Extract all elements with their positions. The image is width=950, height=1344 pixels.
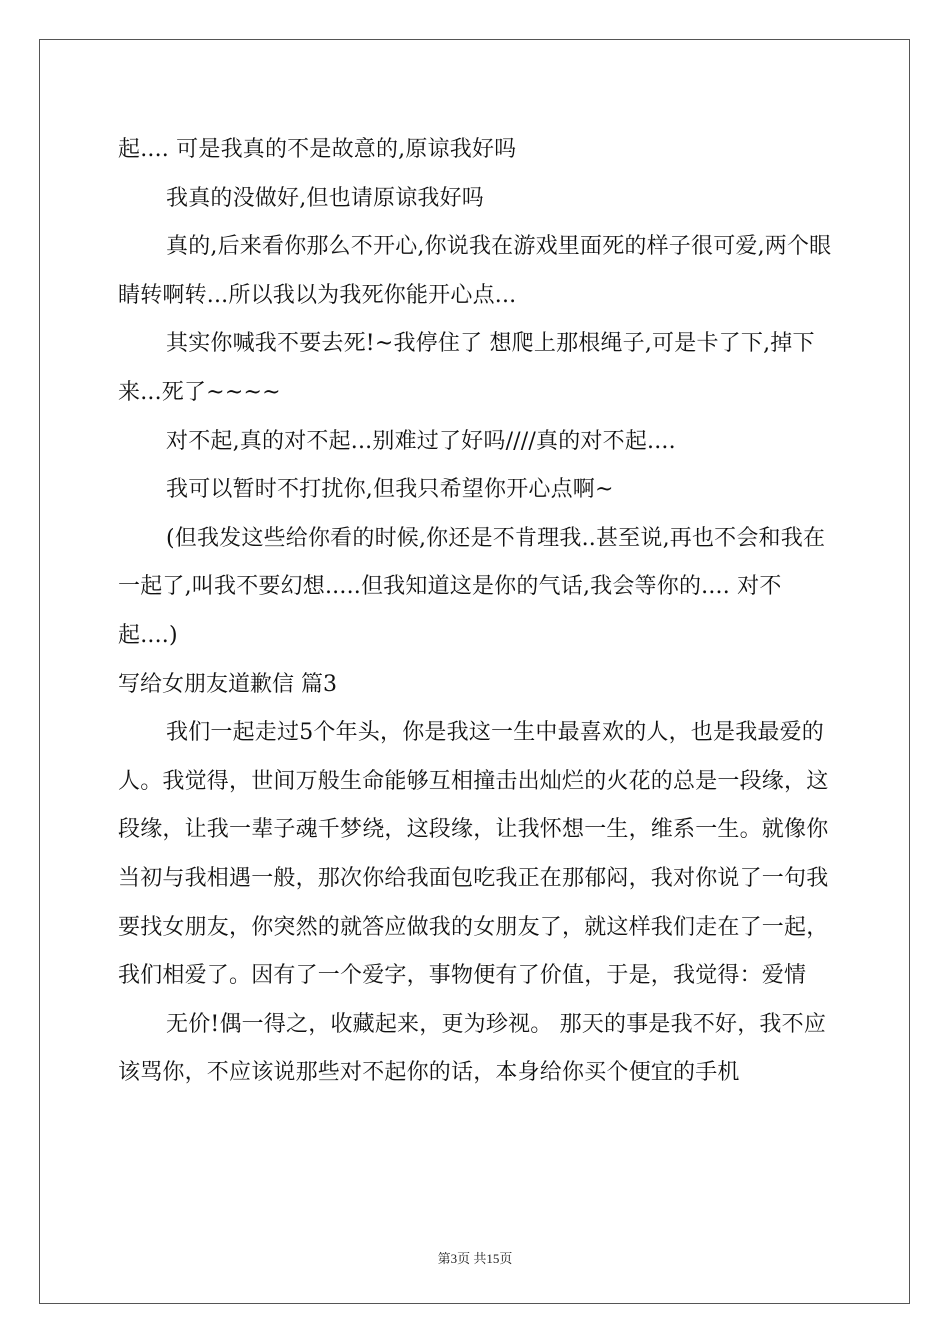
page-footer: 第3页 共15页: [437, 1251, 513, 1266]
paragraph-2: 我真的没做好,但也请原谅我好吗: [166, 185, 484, 211]
section-paragraph-2: 无价!偶一得之，收藏起来，更为珍视。 那天的事是我不好，我不应该骂你，不应该说那些对不起你的话，本身给你买个便宜的手机: [118, 1011, 827, 1086]
section-heading: 写给女朋友道歉信 篇3: [118, 671, 337, 697]
paragraph-6: 我可以暂时不打扰你,但我只希望你开心点啊~: [166, 477, 614, 503]
paragraph-1: 起.... 可是我真的不是故意的,原谅我好吗: [118, 137, 517, 162]
paragraph-3: 真的,后来看你那么不开心,你说我在游戏里面死的样子很可爱,两个眼睛转啊转...所以我以为我死你能开心点...: [118, 234, 832, 308]
paragraph-4: 其实你喊我不要去死!~我停住了 想爬上那根绳子,可是卡了下,掉下来...死了~~~~: [118, 331, 815, 405]
paragraph-5: 对不起,真的对不起...别难过了好吗////真的对不起....: [166, 428, 676, 454]
paragraph-7: (但我发这些给你看的时候,你还是不肯理我..甚至说,再也不会和我在一起了,叫我不要幻想.....但我知道这是你的气话,我会等你的.... 对不起....): [118, 525, 826, 648]
document-body: [118, 126, 833, 1098]
section-paragraph-1: 我们一起走过5个年头，你是我这一生中最喜欢的人，也是我最爱的人。我觉得，世间万般生命能够互相撞击出灿烂的火花的总是一段缘，这段缘，让我一辈子魂千梦绕，这段缘，让我怀想一生，维系一生。就像你当初与我相遇一般，那次你给我面包吃我正在那郁闷，我对你说了一句我要找女朋友，你突然的就答应做我的女朋友了，就这样我们走在了一起，我们相爱了。因有了一个爱字，事物便有了价值，于是，我觉得：爱情: [118, 720, 829, 989]
